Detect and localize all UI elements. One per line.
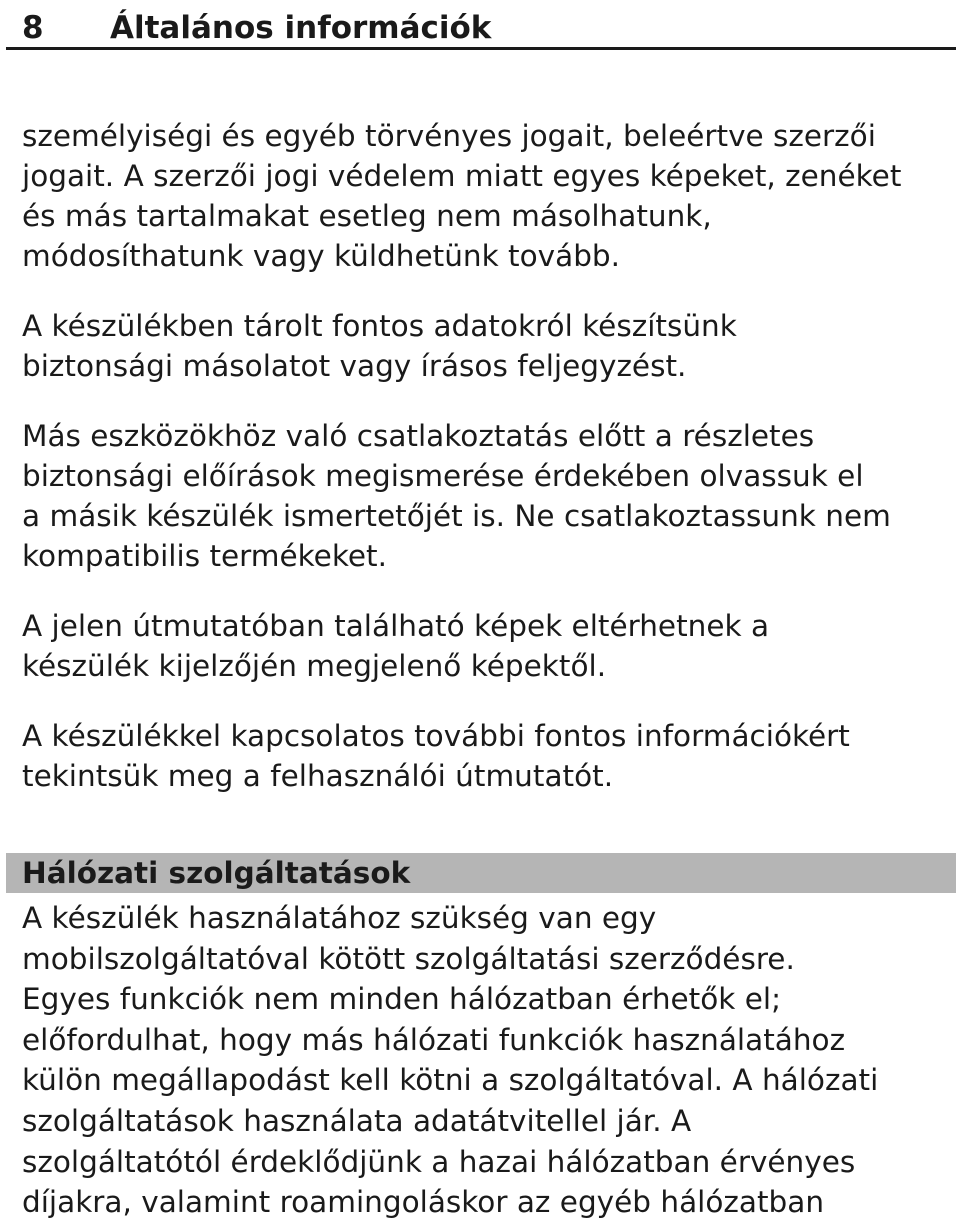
text-line: A készülékkel kapcsolatos további fontos információkért [22, 719, 850, 753]
paragraph-user-guide [22, 716, 950, 796]
page-header [6, 0, 956, 50]
text-line: szolgáltatótól érdeklődjünk a hazai hálózatban érvényes [22, 1144, 856, 1179]
text-line: biztonsági előírások megismerése érdekében olvassuk el [22, 459, 864, 493]
text-line: külön megállapodást kell kötni a szolgáltatóval. A hálózati [22, 1063, 879, 1098]
text-line: A jelen útmutatóban található képek eltérhetnek a [22, 609, 770, 643]
paragraph-copyright [22, 116, 950, 276]
text-line: A készülék használatához szükség van egy [22, 901, 657, 935]
text-line: A készülékben tárolt fontos adatokról készítsünk [22, 309, 737, 343]
text-line: a másik készülék ismertetőjét is. Ne csatlakoztassunk nem [22, 499, 891, 533]
paragraph-connecting [22, 416, 950, 576]
text-line: Egyes funkciók nem minden hálózatban érhetők el; [22, 982, 782, 1017]
text-line: Más eszközökhöz való csatlakoztatás előtt a részletes [22, 419, 815, 453]
text-line: tekintsük meg a felhasználói útmutatót. [22, 759, 614, 793]
section-body [22, 898, 950, 1223]
text-line: és más tartalmakat esetleg nem másolhatunk, [22, 199, 712, 233]
text-line: készülék kijelzőjén megjelenő képektől. [22, 649, 607, 683]
paragraph-images [22, 606, 950, 686]
main-content [22, 116, 950, 826]
section-title: Hálózati szolgáltatások [22, 856, 411, 890]
text-line: biztonsági másolatot vagy írásos feljegyzést. [22, 349, 687, 383]
text-line: jogait. A szerzői jogi védelem miatt egyes képeket, zenéket [22, 159, 902, 193]
text-line: kompatibilis termékeket. [22, 539, 387, 573]
text-line: díjakra, valamint roamingoláskor az egyéb hálózatban [22, 1185, 825, 1220]
section-heading-bar [6, 853, 956, 893]
text-line: mobilszolgáltatóval kötött szolgáltatási szerződésre. [22, 941, 795, 976]
text-line: személyiségi és egyéb törvényes jogait, beleértve szerzői [22, 119, 876, 153]
text-line: módosíthatunk vagy küldhetünk tovább. [22, 239, 621, 273]
page-number: 8 [22, 10, 44, 46]
paragraph-backup [22, 306, 950, 386]
text-line: előfordulhat, hogy más hálózati funkciók használatához [22, 1022, 846, 1057]
text-line: szolgáltatások használata adatátvitellel jár. A [22, 1103, 692, 1138]
chapter-title: Általános információk [110, 10, 492, 46]
